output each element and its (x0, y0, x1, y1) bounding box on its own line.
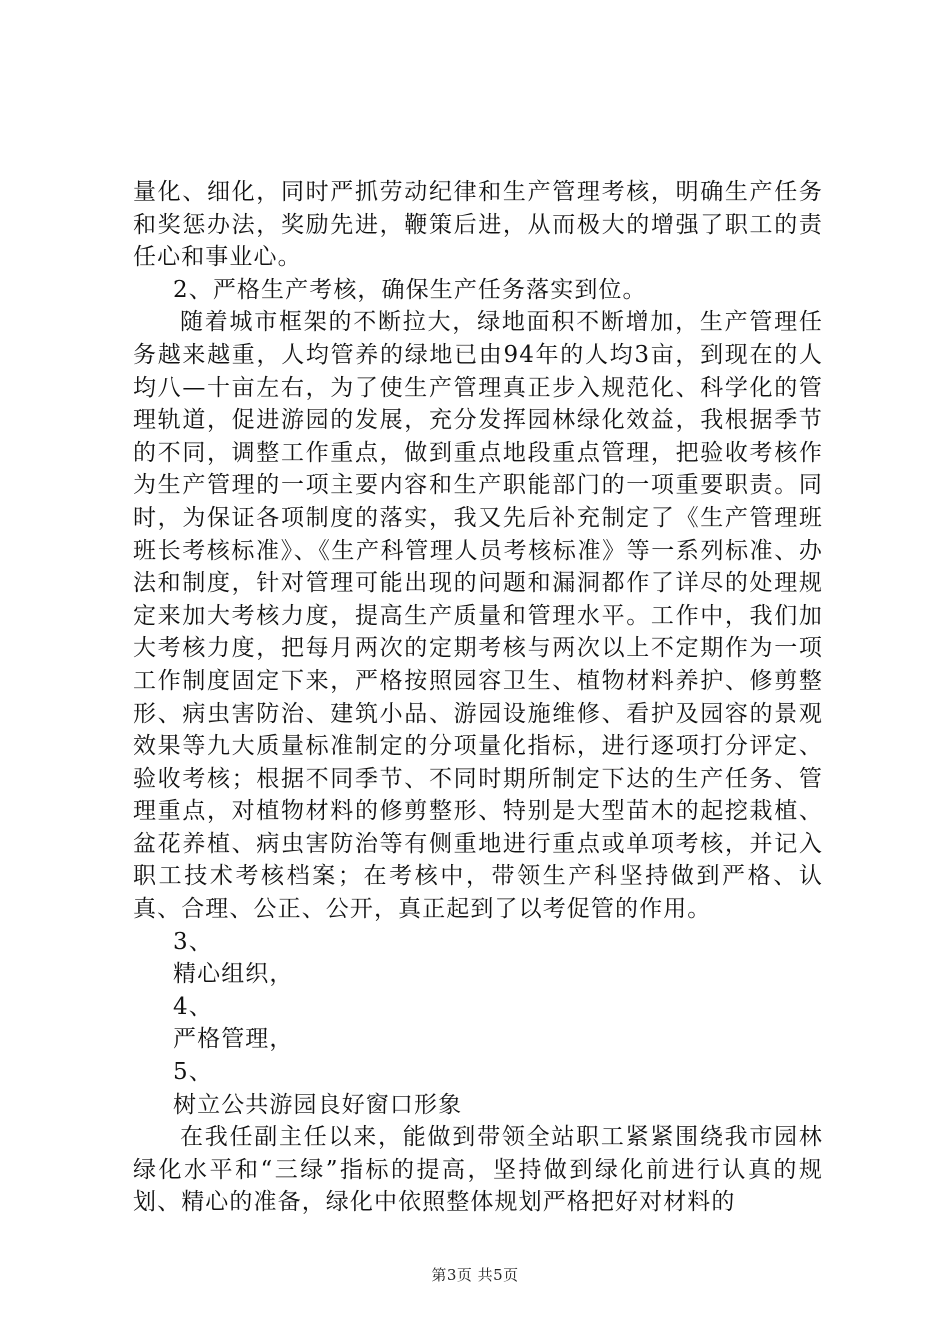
paragraph-continuation: 量化、细化，同时严抓劳动纪律和生产管理考核，明确生产任务和奖惩办法，奖励先进，鞭策后进，从而极大的增强了职工的责任心和事业心。 (133, 179, 823, 271)
page-number-label: 第3页 共5页 (431, 1266, 519, 1284)
page-footer (0, 1264, 950, 1285)
section-heading-2: 2、严格生产考核，确保生产任务落实到位。 (173, 276, 647, 303)
paragraph-production-assessment: 随着城市框架的不断拉大，绿地面积不断增加，生产管理任务越来越重，人均管养的绿地已由94年的人均3亩，到现在的人均八—十亩左右，为了使生产管理真正步入规范化、科学化的管理轨道，促进游园的发展，充分发挥园林绿化效益，我根据季节的不同，调整工作重点，做到重点地段重点管理，把验收考核作为生产管理的一项主要内容和生产职能部门的一项重要职责。同时，为保证各项制度的落实，我又先后补充制定了《生产管理班班长考核标准》、《生产科管理人员考核标准》等一系列标准、办法和制度，针对管理可能出现的问题和漏洞都作了详尽的处理规定来加大考核力度，提高生产质量和管理水平。工作中，我们加大考核力度，把每月两次的定期考核与两次以上不定期作为一项工作制度固定下来，严格按照园容卫生、植物材料养护、修剪整形、病虫害防治、建筑小品、游园设施维修、看护及园容的景观效果等九大质量标准制定的分项量化指标，进行逐项打分评定、验收考核；根据不同季节、不同时期所制定下达的生产任务、管理重点，对植物材料的修剪整形、特别是大型苗木的起挖栽植、盆花养植、病虫害防治等有侧重地进行重点或单项考核，并记入职工技术考核档案；在考核中，带领生产科坚持做到严格、认真、合理、公正、公开，真正起到了以考促管的作用。 (133, 309, 823, 923)
section-number-5: 5、 (173, 1059, 213, 1086)
section-number-4: 4、 (173, 993, 213, 1020)
paragraph-deputy-director: 在我任副主任以来，能做到带领全站职工紧紧围绕我市园林绿化水平和“三绿”指标的提高，坚持做到绿化前进行认真的规划、精心的准备，绿化中依照整体规划严格把好对材料的 (133, 1124, 823, 1216)
section-heading-4: 严格管理， (173, 1026, 294, 1053)
document-body (133, 176, 823, 1219)
section-number-3: 3、 (173, 928, 213, 955)
section-heading-5: 树立公共游园良好窗口形象 (173, 1091, 463, 1118)
section-heading-3: 精心组织， (173, 961, 294, 988)
